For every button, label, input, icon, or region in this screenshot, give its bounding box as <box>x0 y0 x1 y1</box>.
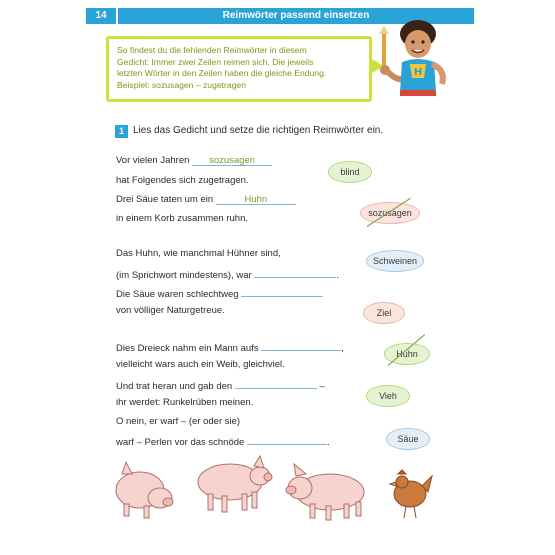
tip-line: So findest du die fehlenden Reimwörter in diesem <box>117 45 307 55</box>
poem-text: (im Sprichwort mindestens), war <box>116 270 252 281</box>
tip-line: Beispiel: sozusagen – zugetragen <box>117 79 246 90</box>
poem-text: Drei Säue taten um ein <box>116 194 214 205</box>
svg-text:H: H <box>413 67 423 78</box>
answer-blank[interactable] <box>261 340 341 351</box>
pig-icon <box>286 464 364 520</box>
poem-text: Die Säue waren schlechtweg <box>116 289 239 300</box>
word-cloud-schweinen[interactable]: Schweinen <box>366 250 424 272</box>
poem-text: . <box>326 437 330 448</box>
answer-blank[interactable] <box>247 434 327 445</box>
word-cloud-vieh[interactable]: Vieh <box>366 385 410 407</box>
poem-text: , <box>341 343 344 354</box>
poem-line: Das Huhn, wie manchmal Hühner sind, <box>116 248 281 259</box>
tip-line: Gedicht: Immer zwei Zeilen reimen sich. Die jeweils <box>117 56 314 67</box>
page-number: 14 <box>86 8 116 24</box>
chicken-icon <box>390 470 432 518</box>
poem-line: von völliger Naturgetreue. <box>116 305 225 316</box>
poem-line <box>116 267 339 281</box>
answer-blank-filled[interactable]: sozusagen <box>192 155 272 166</box>
poem-text: warf – Perlen vor das schnöde <box>116 437 245 448</box>
answer-blank-filled[interactable]: Huhn <box>216 194 296 205</box>
word-cloud-blind[interactable]: blind <box>328 161 372 183</box>
poem-line: ihr werdet: Runkelrüben meinen. <box>116 397 254 408</box>
poem-line <box>116 194 296 205</box>
poem-text: Und trat heran und gab den <box>116 381 233 392</box>
tip-box <box>106 36 372 102</box>
answer-blank[interactable] <box>254 267 336 278</box>
pig-icon <box>116 462 173 518</box>
poem-line <box>116 378 325 392</box>
poem-text: . <box>336 270 339 281</box>
pigs-and-chicken-illustration <box>110 452 440 524</box>
poem-line: hat Folgendes sich zugetragen. <box>116 175 249 186</box>
poem-line <box>116 434 330 448</box>
poem-line: vielleicht wars auch ein Weib, gleichviel. <box>116 359 285 370</box>
poem-text: Dies Dreieck nahm ein Mann aufs <box>116 343 259 354</box>
pig-icon <box>198 456 272 512</box>
poem-line <box>116 286 323 300</box>
word-cloud-sozusagen[interactable]: sozusagen <box>360 202 420 224</box>
word-cloud-huhn[interactable]: Huhn <box>384 343 430 365</box>
task-number: 1 <box>115 125 128 138</box>
poem-line: O nein, er warf – (er oder sie) <box>116 416 241 427</box>
answer-blank[interactable] <box>235 378 317 389</box>
answer-blank[interactable] <box>241 286 323 297</box>
poem-line: in einem Korb zusammen ruhn. <box>116 213 249 224</box>
word-cloud-ziel[interactable]: Ziel <box>363 302 405 324</box>
poem-text: – <box>319 381 325 392</box>
mascot-boy-illustration <box>376 12 460 104</box>
tip-line: letzten Wörter in den Zeilen haben die gleiche Endung. <box>117 68 327 78</box>
word-cloud-saeue[interactable]: Säue <box>386 428 430 450</box>
page-title: Reimwörter passend einsetzen <box>118 8 474 24</box>
task-instruction: Lies das Gedicht und setze die richtigen Reimwörter ein. <box>133 125 384 136</box>
poem-line <box>116 155 272 166</box>
poem-text: Vor vielen Jahren <box>116 155 190 166</box>
poem-line <box>116 340 344 354</box>
